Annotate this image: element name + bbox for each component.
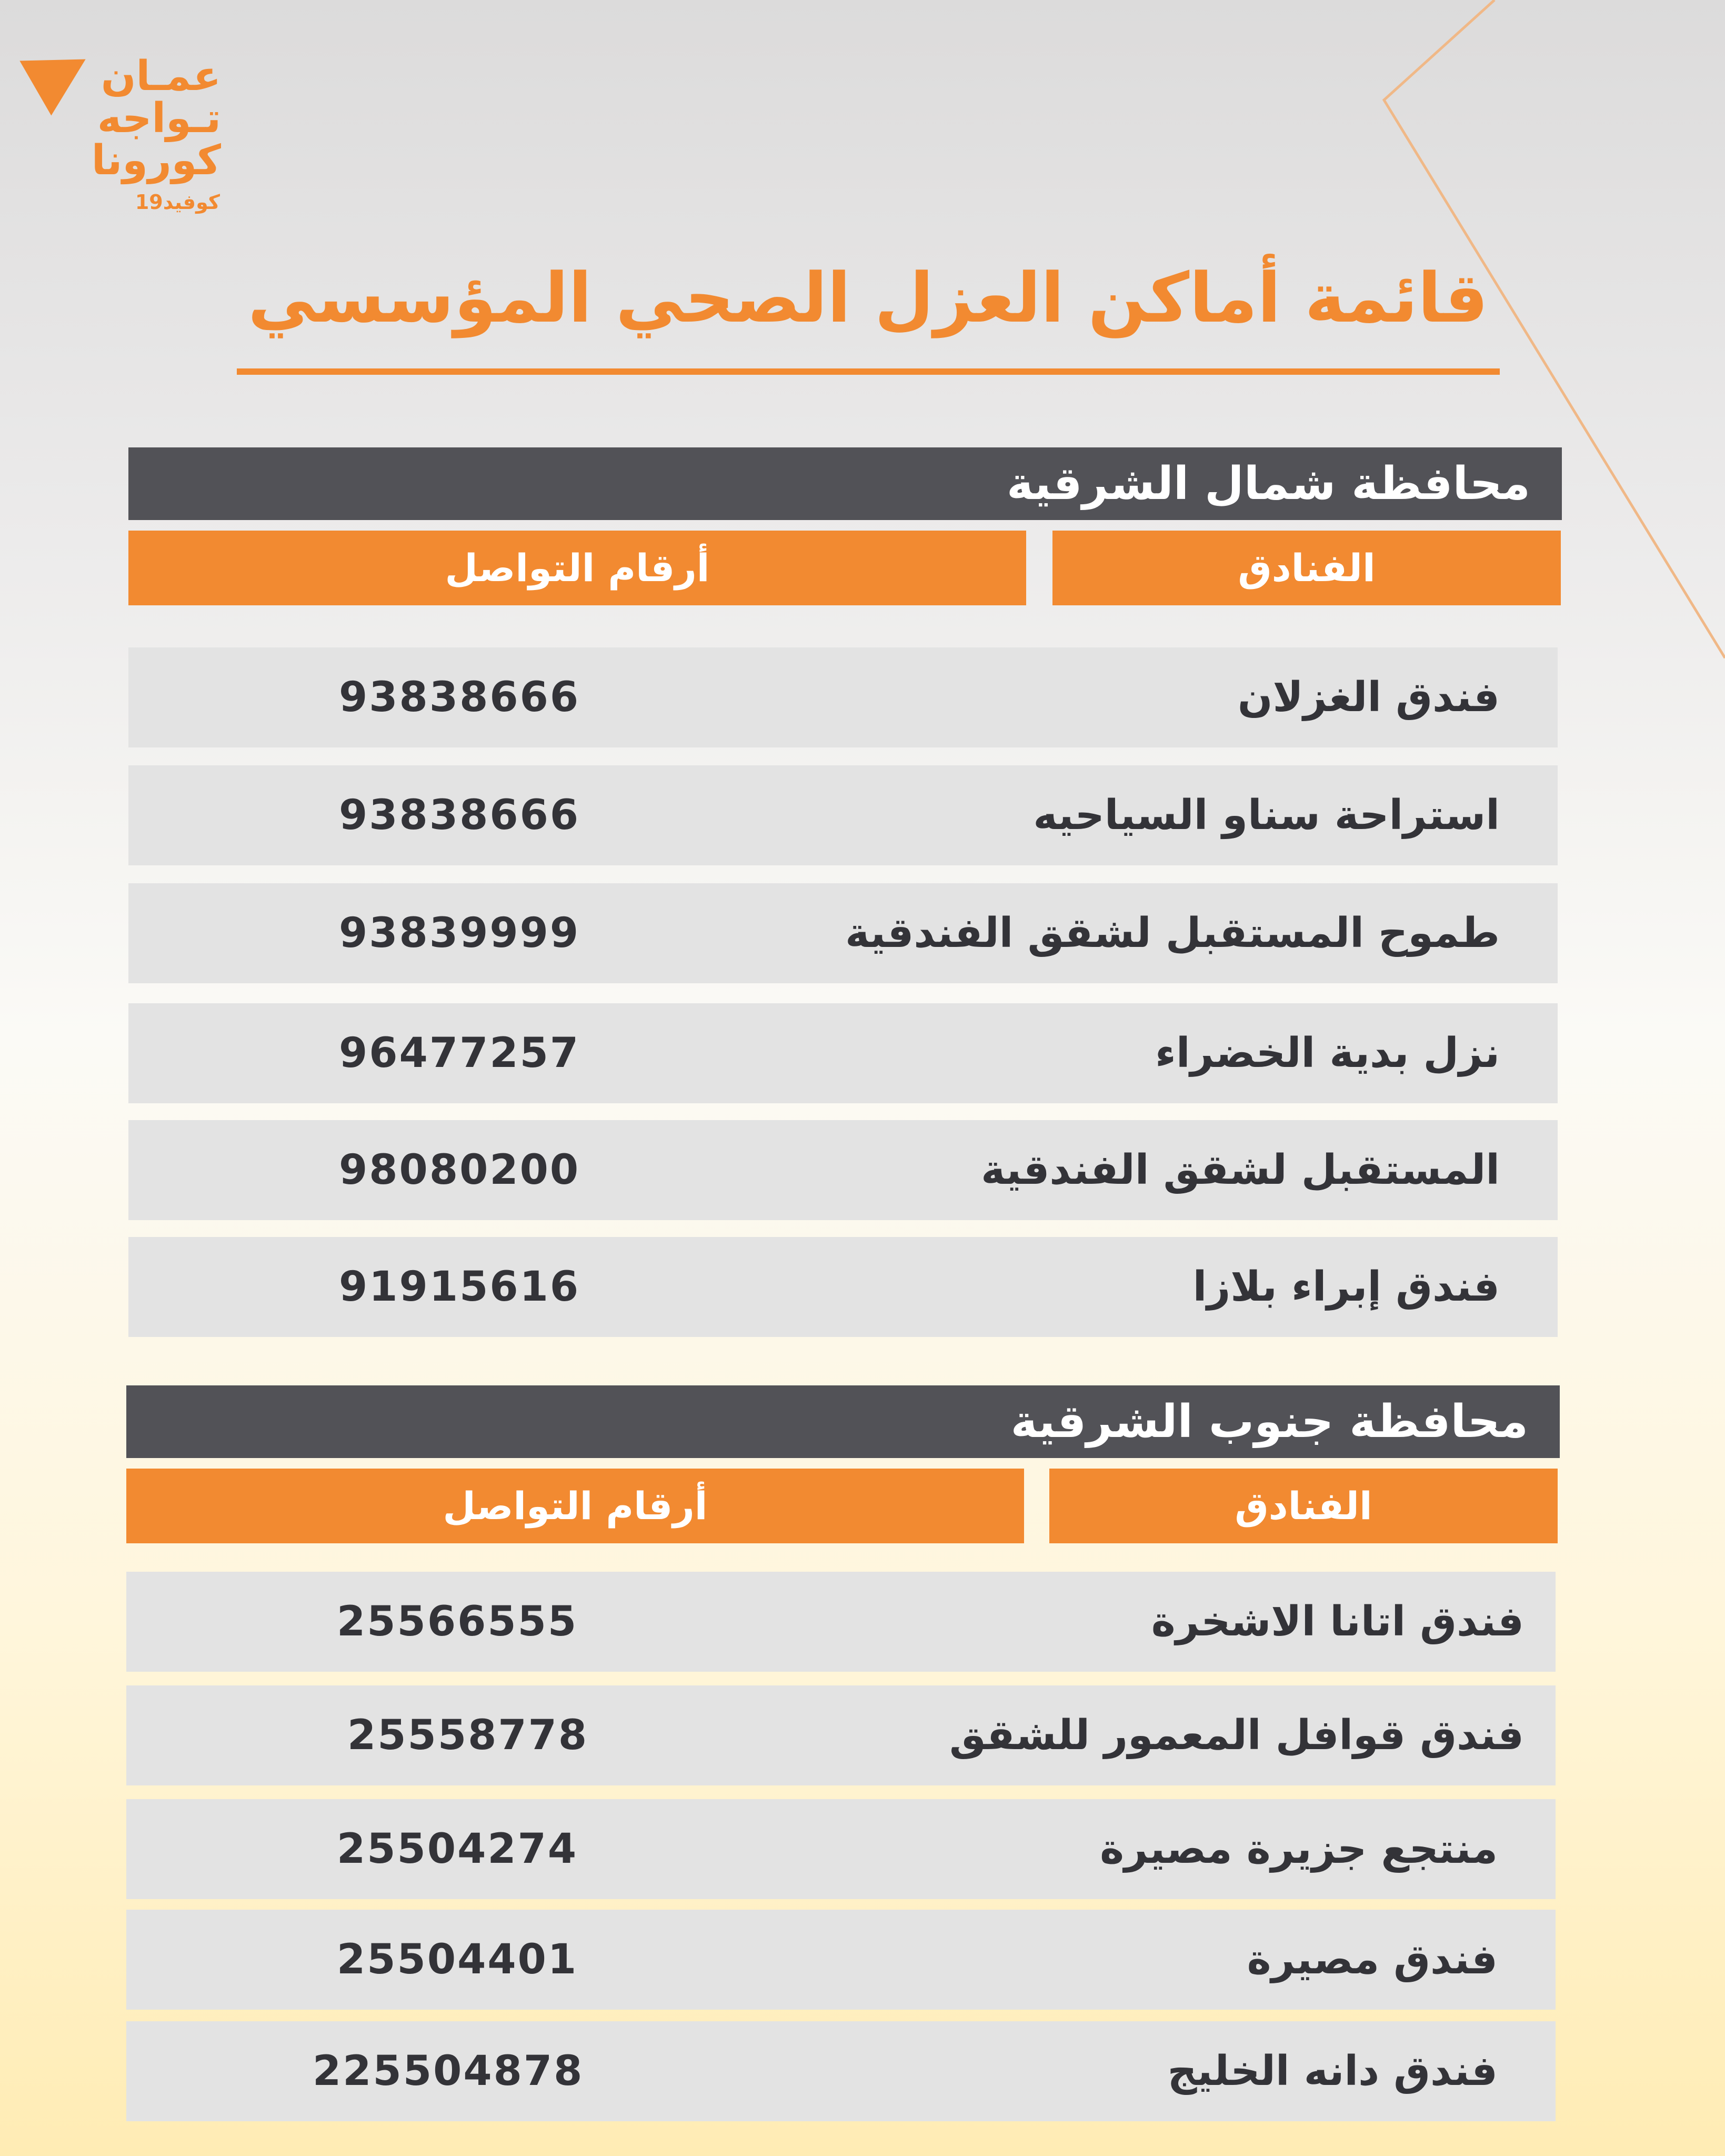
hotel-name: طموح المستقبل لشقق الفندقية: [845, 910, 1500, 957]
table-row: [128, 647, 1558, 747]
hotel-name: فندق اتانا الاشخرة: [1151, 1598, 1524, 1645]
table-row: [128, 1120, 1558, 1220]
table-row: [128, 1003, 1558, 1103]
hotel-name: فندق دانه الخليج: [1167, 2048, 1498, 2095]
hotel-name: فندق إبراء بلازا: [1192, 1263, 1500, 1311]
title-underline: [237, 368, 1500, 375]
phone-number: 25566555: [337, 1598, 578, 1645]
table-row: [126, 1910, 1556, 2010]
column-header-contacts: أرقام التواصل: [126, 1469, 1024, 1543]
hotel-name: استراحة سناو السياحيه: [1033, 792, 1500, 839]
province-header-south: محافظة جنوب الشرقية: [126, 1385, 1560, 1458]
phone-number: 225504878: [313, 2048, 584, 2095]
logo-line-1: عمـان: [101, 53, 221, 100]
column-header-hotels: الفنادق: [1052, 531, 1561, 605]
phone-number: 91915616: [339, 1263, 580, 1311]
phone-number: 96477257: [339, 1030, 580, 1077]
hotel-name: المستقبل لشقق الفندقية: [981, 1146, 1500, 1194]
table-row: [126, 2021, 1556, 2121]
phone-number: 93838666: [339, 674, 580, 721]
phone-number: 93839999: [339, 910, 580, 957]
phone-number: 25504274: [337, 1825, 578, 1873]
table-row: [128, 883, 1558, 983]
phone-number: 25504401: [337, 1936, 578, 1983]
page-title: قائمة أماكن العزل الصحي المؤسسي: [247, 258, 1488, 338]
logo-line-3: كورونا: [91, 137, 221, 184]
hotel-name: فندق مصيرة: [1247, 1936, 1498, 1983]
table-row: [128, 1237, 1558, 1337]
hotel-name: فندق قوافل المعمور للشقق: [949, 1712, 1524, 1759]
table-row: [126, 1799, 1556, 1899]
hotel-name: فندق الغزلان: [1237, 674, 1500, 721]
table-row: [126, 1572, 1556, 1672]
logo-line-2: تـواجه: [97, 95, 221, 142]
oman-covid-logo: [32, 37, 253, 226]
hotel-name: نزل بدية الخضراء: [1155, 1030, 1500, 1077]
logo-line-4: كوفيد19: [135, 191, 220, 214]
table-row: [126, 1685, 1556, 1785]
province-header-north: محافظة شمال الشرقية: [128, 447, 1562, 520]
column-header-contacts: أرقام التواصل: [128, 531, 1026, 605]
phone-number: 93838666: [339, 792, 580, 839]
table-row: [128, 765, 1558, 865]
phone-number: 25558778: [347, 1712, 589, 1759]
phone-number: 98080200: [339, 1146, 580, 1194]
hotel-name: منتجع جزيرة مصيرة: [1100, 1825, 1498, 1873]
logo-triangle-icon: [19, 32, 101, 116]
column-header-hotels: الفنادق: [1049, 1469, 1558, 1543]
